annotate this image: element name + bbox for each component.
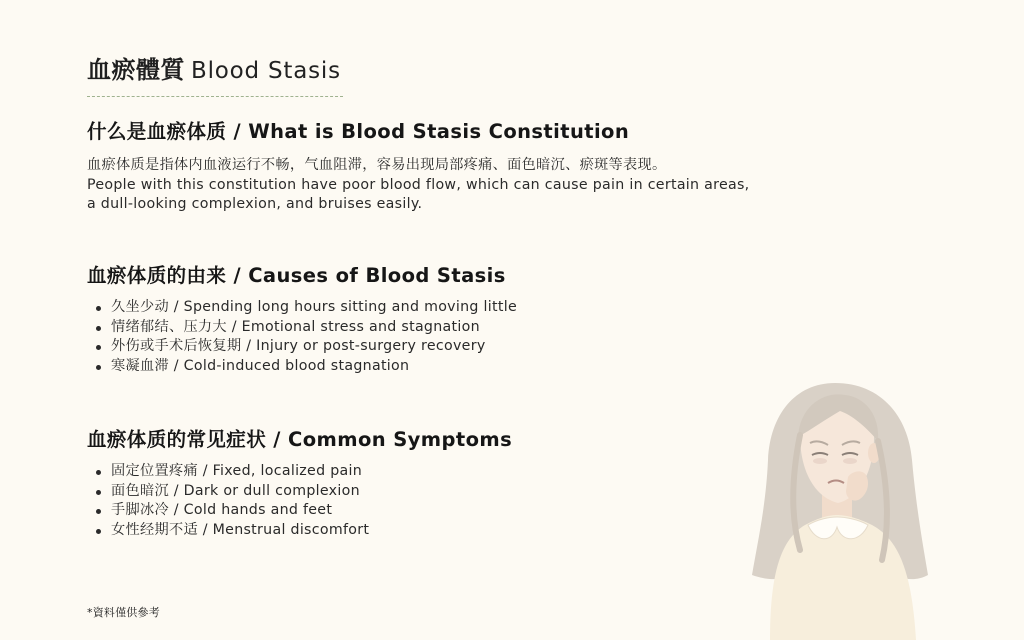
list-item: 面色暗沉 / Dark or dull complexion bbox=[87, 482, 512, 502]
page-title bbox=[87, 50, 341, 85]
right-eye-shadow bbox=[843, 458, 857, 464]
sad-woman-illustration bbox=[740, 375, 940, 640]
section-causes-heading: 血瘀体质的由来 / Causes of Blood Stasis bbox=[87, 264, 506, 287]
section-what-is-heading: 什么是血瘀体质 / What is Blood Stasis Constitution bbox=[87, 120, 630, 143]
list-item: 女性经期不适 / Menstrual discomfort bbox=[87, 521, 512, 541]
section-what-is bbox=[87, 116, 750, 215]
symptoms-list bbox=[87, 462, 512, 540]
section-causes bbox=[87, 260, 517, 376]
title-divider bbox=[87, 96, 343, 97]
left-eye-shadow bbox=[813, 458, 827, 464]
list-item: 寒凝血滞 / Cold-induced blood stagnation bbox=[87, 357, 517, 377]
list-item: 外伤或手术后恢复期 / Injury or post-surgery recovery bbox=[87, 337, 517, 357]
intro-line-en-1: People with this constitution have poor blood flow, which can cause pain in certain areas, bbox=[87, 176, 750, 193]
footnote: *資料僅供參考 bbox=[87, 606, 160, 619]
intro-line-en-2: a dull-looking complexion, and bruises easily. bbox=[87, 196, 423, 212]
section-symptoms bbox=[87, 424, 512, 540]
title-chinese: 血瘀體質 bbox=[87, 56, 185, 84]
section-symptoms-heading: 血瘀体质的常见症状 / Common Symptoms bbox=[87, 428, 513, 451]
intro-line-zh: 血瘀体质是指体内血液运行不畅，气血阻滞，容易出现局部疼痛、面色暗沉、瘀斑等表现。 bbox=[87, 157, 667, 173]
causes-list bbox=[87, 298, 517, 376]
list-item: 手脚冰冷 / Cold hands and feet bbox=[87, 501, 512, 521]
list-item: 久坐少动 / Spending long hours sitting and moving little bbox=[87, 298, 517, 318]
list-item: 固定位置疼痛 / Fixed, localized pain bbox=[87, 462, 512, 482]
section-what-is-body bbox=[87, 156, 750, 215]
list-item: 情绪郁结、压力大 / Emotional stress and stagnation bbox=[87, 318, 517, 338]
title-english: Blood Stasis bbox=[191, 58, 341, 84]
